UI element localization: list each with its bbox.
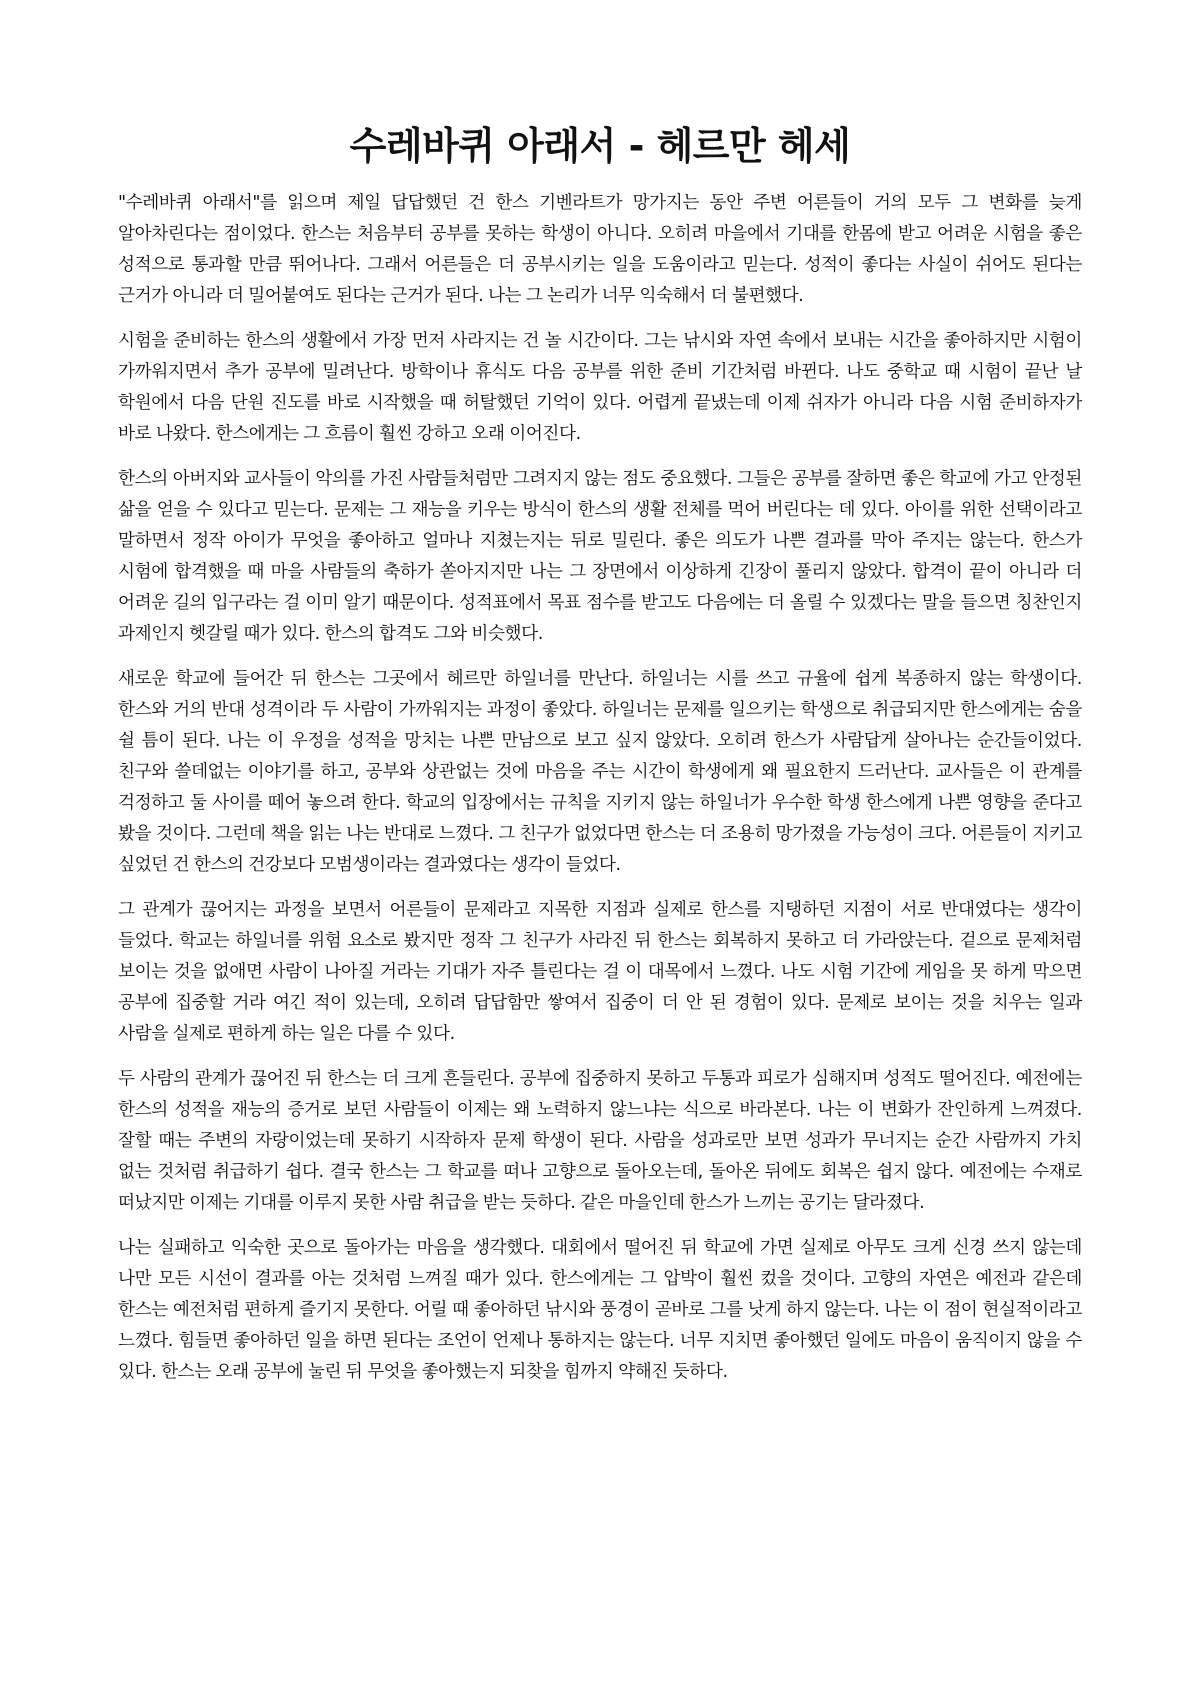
paragraph-3: 한스의 아버지와 교사들이 악의를 가진 사람들처럼만 그려지지 않는 점도 중요했다. 그들은 공부를 잘하면 좋은 학교에 가고 안정된 삶을 얻을 수 있다고 믿는다. 문제는 그 재능을 키우는 방식이 한스의 생활 전체를 먹어 버린다는 데 있다. 아이를 위한 선택이라고 말하면서 정작 아이가 무엇을 좋아하고 얼마나 지쳤는지는 뒤로 밀린다. 좋은 의도가 나쁜 결과를 막아 주지는 않는다. 한스가 시험에 합격했을 때 마을 사람들의 축하가 쏟아지지만 나는 그 장면에서 이상하게 긴장이 풀리지 않았다. 합격이 끝이 아니라 더 어려운 길의 입구라는 걸 이미 알기 때문이다. 성적표에서 목표 점수를 받고도 다음에는 더 올릴 수 있겠다는 말을 들으면 칭찬인지 과제인지 헷갈릴 때가 있다. 한스의 합격도 그와 비슷했다. <box>118 469 1082 644</box>
document-title: 수레바퀴 아래서 - 헤르만 헤세 <box>349 124 851 168</box>
paragraph-5: 그 관계가 끊어지는 과정을 보면서 어른들이 문제라고 지목한 지점과 실제로 한스를 지탱하던 지점이 서로 반대였다는 생각이 들었다. 학교는 하일너를 위험 요소로 봤지만 정작 그 친구가 사라진 뒤 한스는 회복하지 못하고 더 가라앉는다. 겉으로 문제처럼 보이는 것을 없애면 사람이 나아질 거라는 기대가 자주 틀린다는 걸 이 대목에서 느꼈다. 나도 시험 기간에 게임을 못 하게 막으면 공부에 집중할 거라 여긴 적이 있는데, 오히려 답답함만 쌓여서 집중이 더 안 된 경험이 있다. 문제로 보이는 것을 치우는 일과 사람을 실제로 편하게 하는 일은 다를 수 있다. <box>118 900 1082 1044</box>
document-body <box>118 188 1082 1402</box>
paragraph-1: "수레바퀴 아래서"를 읽으며 제일 답답했던 건 한스 기벤라트가 망가지는 동안 주변 어른들이 거의 모두 그 변화를 늦게 알아차린다는 점이었다. 한스는 처음부터 공부를 못하는 학생이 아니다. 오히려 마을에서 기대를 한몸에 받고 어려운 시험을 좋은 성적으로 통과할 만큼 뛰어나다. 그래서 어른들은 더 공부시키는 일을 도움이라고 믿는다. 성적이 좋다는 사실이 쉬어도 된다는 근거가 아니라 더 밀어붙여도 된다는 근거가 된다. 나는 그 논리가 너무 익숙해서 더 불편했다. <box>118 193 1082 306</box>
paragraph-7: 나는 실패하고 익숙한 곳으로 돌아가는 마음을 생각했다. 대회에서 떨어진 뒤 학교에 가면 실제로 아무도 크게 신경 쓰지 않는데 나만 모든 시선이 결과를 아는 것처럼 느껴질 때가 있다. 한스에게는 그 압박이 훨씬 컸을 것이다. 고향의 자연은 예전과 같은데 한스는 예전처럼 편하게 즐기지 못한다. 어릴 때 좋아하던 낚시와 풍경이 곧바로 그를 낫게 하지 않는다. 나는 이 점이 현실적이라고 느꼈다. 힘들면 좋아하던 일을 하면 된다는 조언이 언제나 통하지는 않는다. 너무 지치면 좋아했던 일에도 마음이 움직이지 않을 수 있다. 한스는 오래 공부에 눌린 뒤 무엇을 좋아했는지 되찾을 힘까지 약해진 듯하다. <box>118 1238 1082 1382</box>
document-page <box>118 0 1082 1696</box>
paragraph-6: 두 사람의 관계가 끊어진 뒤 한스는 더 크게 흔들린다. 공부에 집중하지 못하고 두통과 피로가 심해지며 성적도 떨어진다. 예전에는 한스의 성적을 재능의 증거로 보던 사람들이 이제는 왜 노력하지 않느냐는 식으로 바라본다. 나는 이 변화가 잔인하게 느껴졌다. 잘할 때는 주변의 자랑이었는데 못하기 시작하자 문제 학생이 된다. 사람을 성과로만 보면 성과가 무너지는 순간 사람까지 가치 없는 것처럼 취급하기 쉽다. 결국 한스는 그 학교를 떠나 고향으로 돌아오는데, 돌아온 뒤에도 회복은 쉽지 않다. 예전에는 수재로 떠났지만 이제는 기대를 이루지 못한 사람 취급을 받는 듯하다. 같은 마을인데 한스가 느끼는 공기는 달라졌다. <box>118 1069 1082 1213</box>
paragraph-4: 새로운 학교에 들어간 뒤 한스는 그곳에서 헤르만 하일너를 만난다. 하일너는 시를 쓰고 규율에 쉽게 복종하지 않는 학생이다. 한스와 거의 반대 성격이라 두 사람이 가까워지는 과정이 좋았다. 하일너는 문제를 일으키는 학생으로 취급되지만 한스에게는 숨을 쉴 틈이 된다. 나는 이 우정을 성적을 망치는 나쁜 만남으로 보고 싶지 않았다. 오히려 한스가 사람답게 살아나는 순간들이었다. 친구와 쓸데없는 이야기를 하고, 공부와 상관없는 것에 마음을 주는 시간이 학생에게 왜 필요한지 드러난다. 교사들은 이 관계를 걱정하고 둘 사이를 떼어 놓으려 한다. 학교의 입장에서는 규칙을 지키지 않는 하일너가 우수한 학생 한스에게 나쁜 영향을 준다고 봤을 것이다. 그런데 책을 읽는 나는 반대로 느꼈다. 그 친구가 없었다면 한스는 더 조용히 망가졌을 가능성이 크다. 어른들이 지키고 싶었던 건 한스의 건강보다 모범생이라는 결과였다는 생각이 들었다. <box>118 669 1082 875</box>
paragraph-2: 시험을 준비하는 한스의 생활에서 가장 먼저 사라지는 건 놀 시간이다. 그는 낚시와 자연 속에서 보내는 시간을 좋아하지만 시험이 가까워지면서 추가 공부에 밀려난다. 방학이나 휴식도 다음 공부를 위한 준비 기간처럼 바뀐다. 나도 중학교 때 시험이 끝난 날 학원에서 다음 단원 진도를 바로 시작했을 때 허탈했던 기억이 있다. 어렵게 끝냈는데 이제 쉬자가 아니라 다음 시험 준비하자가 바로 나왔다. 한스에게는 그 흐름이 훨씬 강하고 오래 이어진다. <box>118 331 1082 444</box>
